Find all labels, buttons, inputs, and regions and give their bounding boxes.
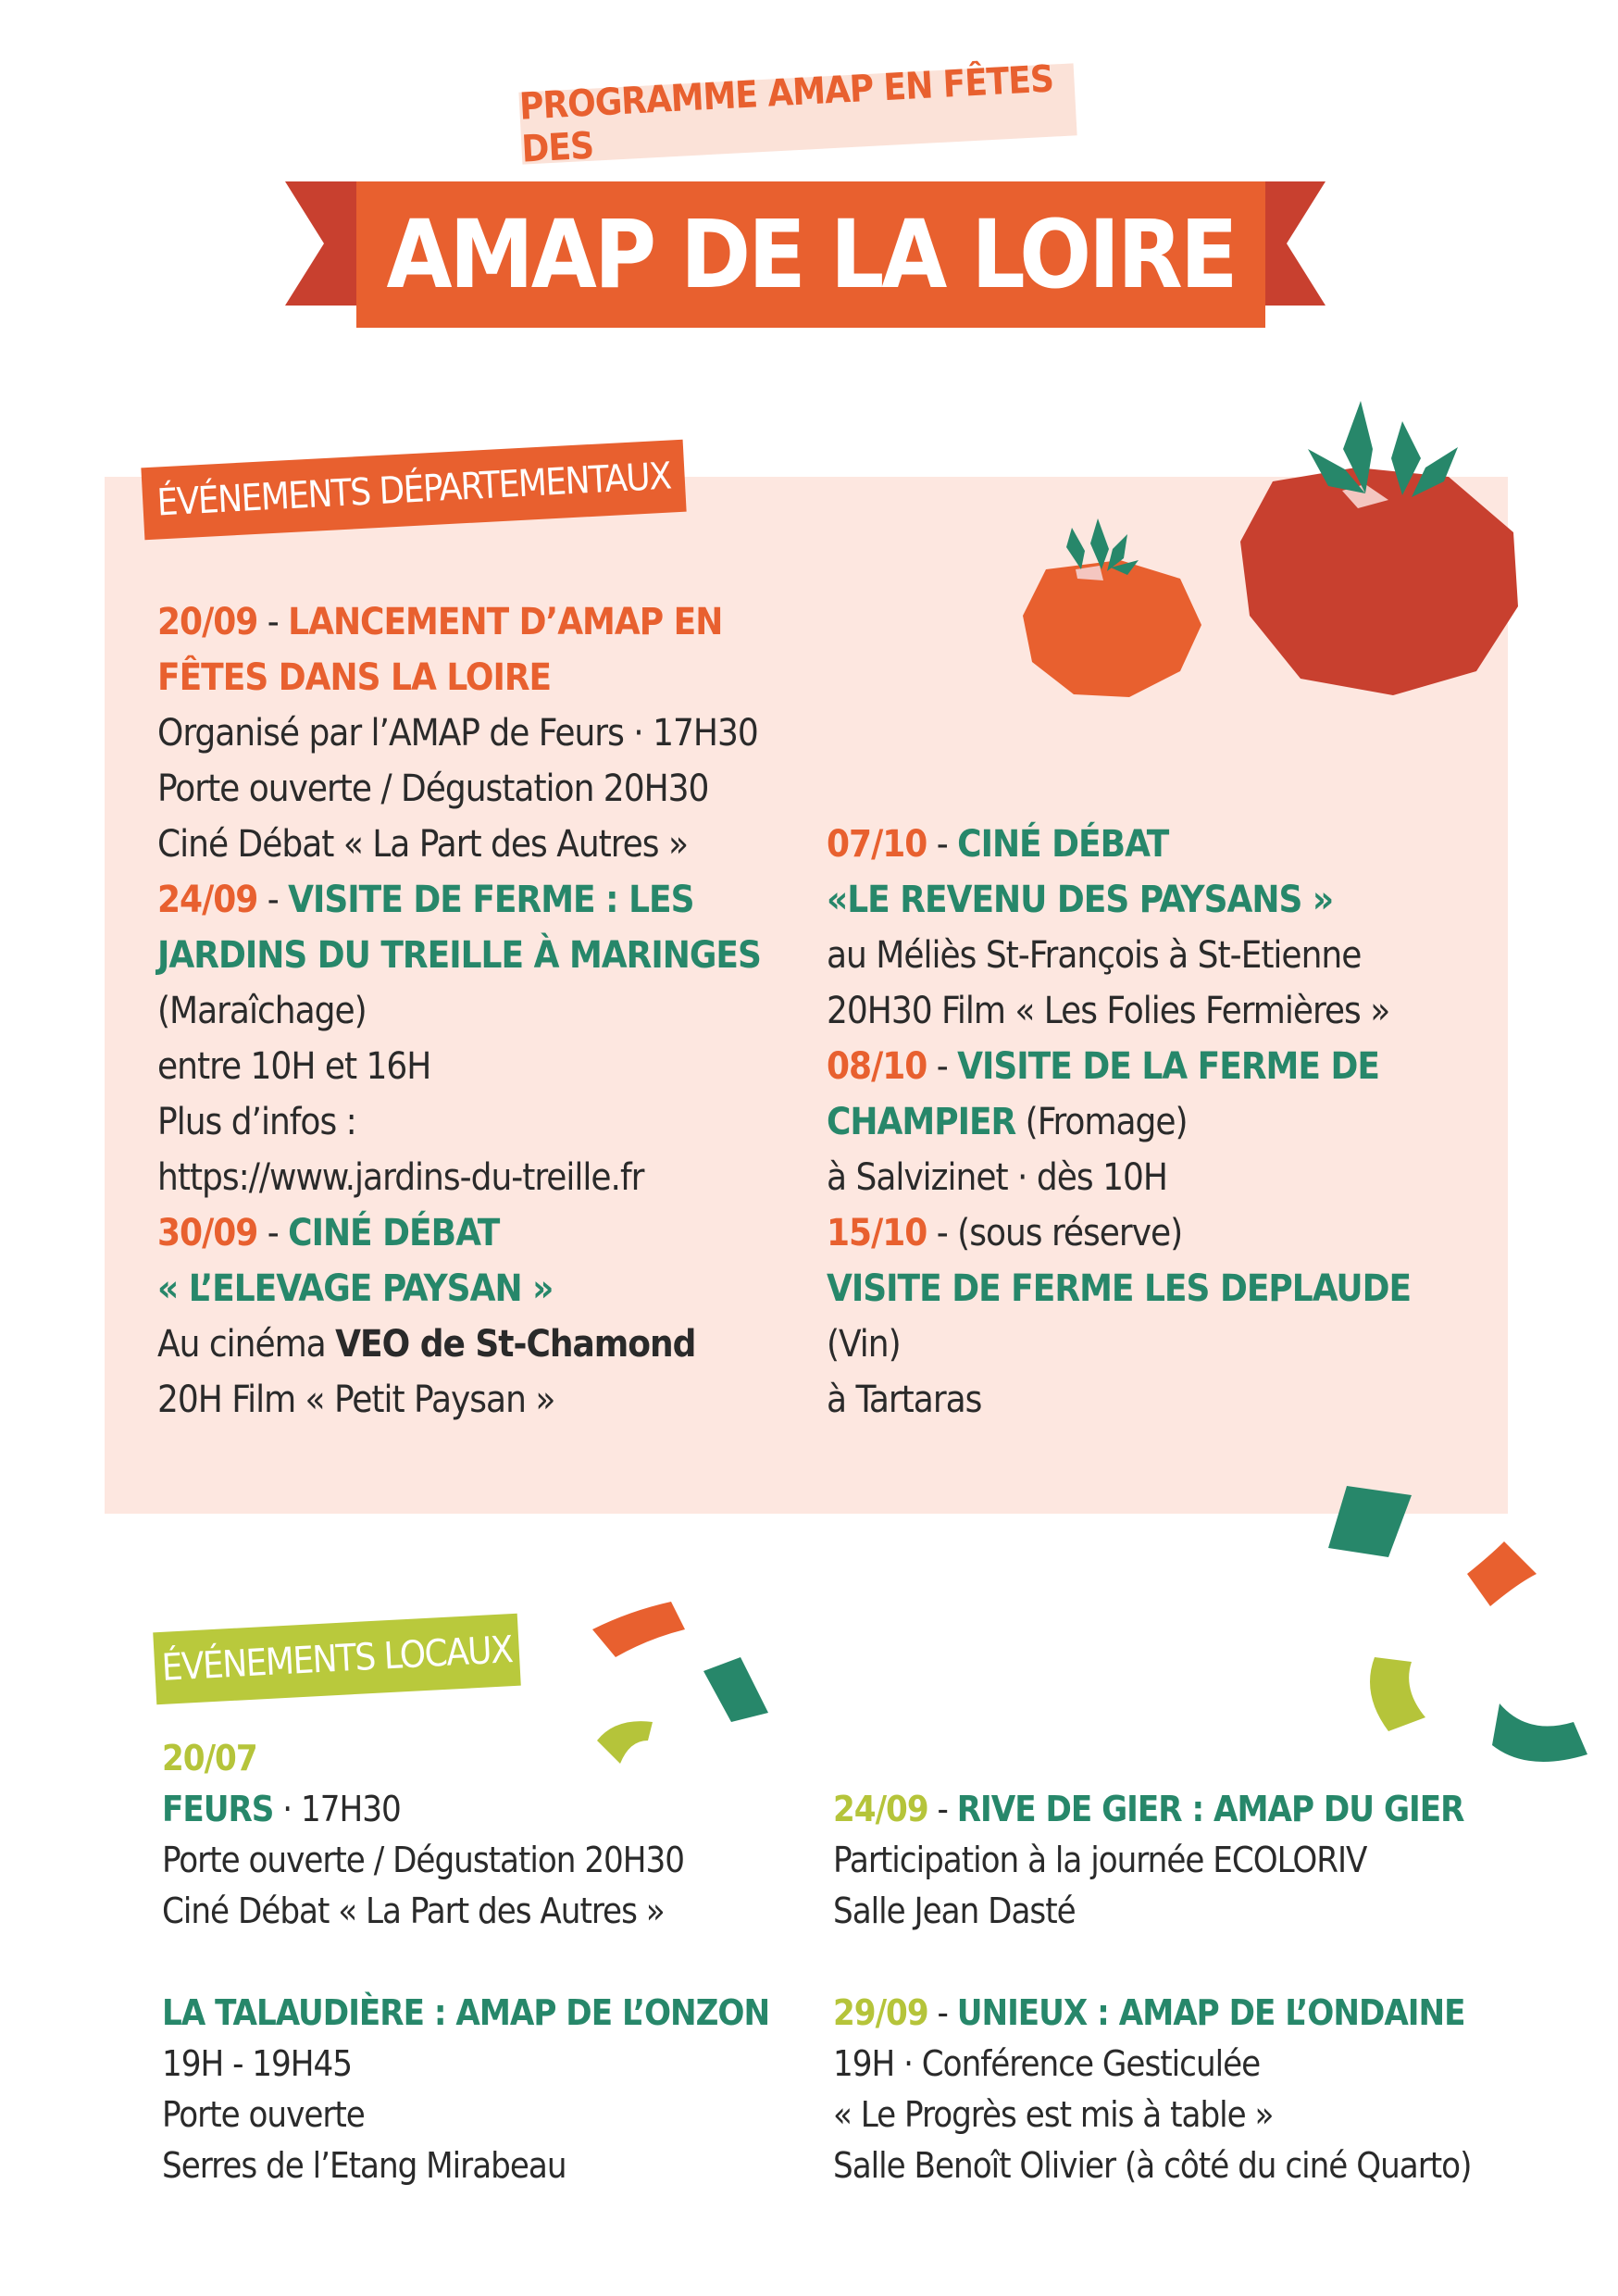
subtitle-text: PROGRAMME AMAP EN FÊTES DES bbox=[518, 57, 1055, 171]
event-title: «LE REVENU DES PAYSANS » bbox=[827, 879, 1334, 921]
event-venue: VEO de St-Chamond bbox=[335, 1323, 696, 1366]
confetti-piece bbox=[1467, 1541, 1537, 1606]
event-note: (sous réserve) bbox=[957, 1212, 1183, 1254]
event-title: LANCEMENT D’AMAP EN FÊTES DANS LA LOIRE bbox=[157, 601, 723, 699]
event-detail: entre 10H et 16H bbox=[157, 1045, 431, 1088]
event-title: « L’ELEVAGE PAYSAN » bbox=[157, 1267, 554, 1310]
event-detail: Serres de l’Etang Mirabeau bbox=[162, 2145, 566, 2186]
event-detail: 20H30 Film « Les Folies Fermières » bbox=[827, 990, 1390, 1032]
event-detail: Salle Jean Dasté bbox=[833, 1890, 1076, 1931]
event-title: UNIEUX : AMAP DE L’ONDAINE bbox=[956, 1992, 1465, 2033]
event-date: 24/09 bbox=[833, 1789, 928, 1829]
event-detail: Ciné Débat « La Part des Autres » bbox=[157, 823, 688, 866]
event-title: RIVE DE GIER : AMAP DU GIER bbox=[956, 1789, 1464, 1829]
event-separator: - bbox=[927, 1992, 957, 2033]
event-detail: Organisé par l’AMAP de Feurs · 17H30 bbox=[157, 712, 758, 755]
event-date: 20/07 bbox=[162, 1738, 257, 1778]
page-title: AMAP DE LA LOIRE bbox=[386, 199, 1236, 310]
event-separator: - bbox=[257, 1212, 289, 1254]
event-detail: 19H · Conférence Gesticulée bbox=[833, 2043, 1261, 2084]
event-link[interactable]: https://www.jardins-du-treille.fr bbox=[157, 1156, 644, 1199]
event-note: (Maraîchage) bbox=[157, 990, 367, 1032]
event-separator: - bbox=[257, 601, 289, 643]
event-date: 07/10 bbox=[827, 823, 927, 866]
event-detail: Ciné Débat « La Part des Autres » bbox=[162, 1890, 665, 1931]
confetti-piece bbox=[1492, 1703, 1587, 1762]
event-detail: Salle Benoît Olivier (à côté du ciné Quarto) bbox=[833, 2145, 1472, 2186]
event-title: CINÉ DÉBAT bbox=[957, 823, 1169, 866]
event-detail: Porte ouverte / Dégustation 20H30 bbox=[157, 767, 709, 810]
event-title: VISITE DE FERME LES DEPLAUDE bbox=[827, 1267, 1412, 1310]
local-right-column bbox=[833, 1784, 1518, 2242]
event-date: 29/09 bbox=[833, 1992, 928, 2033]
event-separator: - bbox=[927, 823, 958, 866]
event-detail: Au cinéma bbox=[157, 1323, 336, 1366]
local-event-unieux bbox=[833, 1988, 1518, 2191]
local-event-feurs bbox=[162, 1733, 828, 1937]
event-date: 30/09 bbox=[157, 1212, 258, 1254]
event-detail: Plus d’infos : bbox=[157, 1101, 356, 1143]
event-detail: au Méliès St-François à St-Etienne bbox=[827, 934, 1362, 977]
event-title: CINÉ DÉBAT bbox=[288, 1212, 500, 1254]
event-time: · 17H30 bbox=[273, 1789, 401, 1829]
event-note: (Fromage) bbox=[1015, 1101, 1188, 1143]
local-event-rive-de-gier bbox=[833, 1784, 1518, 1937]
confetti-piece bbox=[1370, 1657, 1425, 1731]
event-date: 24/09 bbox=[157, 879, 258, 921]
event-date: 15/10 bbox=[827, 1212, 927, 1254]
event-title: VISITE DE LA FERME DE CHAMPIER bbox=[827, 1045, 1379, 1143]
event-separator: - bbox=[927, 1789, 957, 1829]
title-banner bbox=[356, 181, 1265, 328]
local-event-talaudiere bbox=[162, 1988, 828, 2191]
event-date: 20/09 bbox=[157, 601, 258, 643]
event-title: VISITE DE FERME : LES JARDINS DU TREILLE À MARINGES bbox=[157, 879, 761, 977]
event-separator: - bbox=[927, 1212, 958, 1254]
confetti-piece bbox=[592, 1602, 685, 1657]
event-detail: 20H Film « Petit Paysan » bbox=[157, 1379, 555, 1421]
event-title: LA TALAUDIÈRE : AMAP DE L’ONZON bbox=[162, 1992, 770, 2033]
event-detail: « Le Progrès est mis à table » bbox=[833, 2094, 1274, 2135]
departmental-events-label-text: ÉVÉNEMENTS DÉPARTEMENTAUX bbox=[156, 455, 672, 525]
event-detail: Participation à la journée ECOLORIV bbox=[833, 1840, 1367, 1880]
event-detail: à Salvizinet · dès 10H bbox=[827, 1156, 1167, 1199]
local-left-column bbox=[162, 1733, 828, 2242]
event-detail: Porte ouverte bbox=[162, 2094, 365, 2135]
event-date: 08/10 bbox=[827, 1045, 927, 1088]
event-detail: Porte ouverte / Dégustation 20H30 bbox=[162, 1840, 685, 1880]
local-events-label-text: ÉVÉNEMENTS LOCAUX bbox=[160, 1628, 514, 1690]
event-detail: à Tartaras bbox=[827, 1379, 982, 1421]
event-detail: 19H - 19H45 bbox=[162, 2043, 352, 2084]
event-separator: - bbox=[257, 879, 289, 921]
event-note: (Vin) bbox=[827, 1323, 901, 1366]
confetti-piece bbox=[1328, 1486, 1412, 1557]
event-title: FEURS bbox=[162, 1789, 274, 1829]
confetti-piece bbox=[703, 1657, 768, 1722]
event-separator: - bbox=[927, 1045, 958, 1088]
